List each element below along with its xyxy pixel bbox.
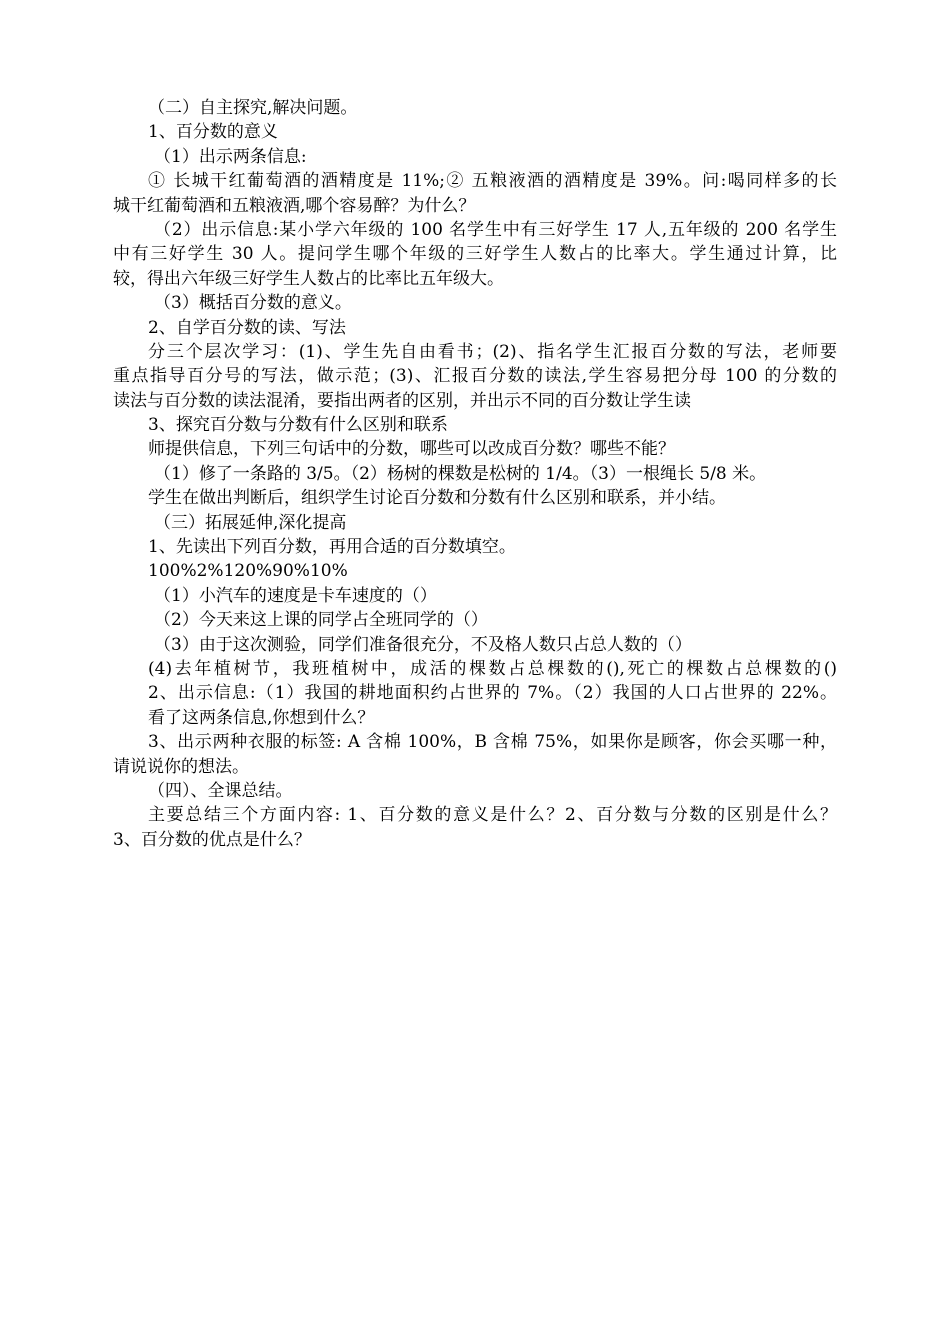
fill-blank-item: （3）由于这次测验，同学们准备很充分，不及格人数只占总人数的（） [154,634,692,655]
percent-list: 100%2%120%90%10% [148,561,348,582]
fill-blank-item: （1）小汽车的速度是卡车速度的（） [154,585,437,606]
paragraph-line: 较，得出六年级三好学生人数占的比率比五年级大。 [113,268,504,289]
section-heading-3: （三）拓展延伸,深化提高 [154,512,347,533]
paragraph-line: 1、先读出下列百分数，再用合适的百分数填空。 [148,537,516,558]
subsection-heading-2: 2、自学百分数的读、写法 [148,317,346,338]
paragraph-line: 重点指导百分号的写法，做示范；(3)、汇报百分数的读法,学生容易把分母 100 的分数的 [113,366,837,387]
fill-blank-item: (4)去年植树节，我班植树中，成活的棵数占总棵数的(),死亡的棵数占总棵数的() [148,658,837,679]
paragraph-line: 3、百分数的优点是什么？ [113,829,311,850]
subsection-heading-1: 1、百分数的意义 [148,122,278,143]
paragraph-line: 请说说你的想法。 [113,756,249,777]
section-heading-4: （四）、全课总结。 [148,780,293,801]
paragraph-line: 中有三好学生 30 人。提问学生哪个年级的三好学生人数占的比率大。学生通过计算，比 [113,244,837,265]
paragraph-line: 读法与百分数的读法混淆，要指出两者的区别，并出示不同的百分数让学生读 [113,390,691,411]
paragraph-line: 城干红葡萄酒和五粮液酒,哪个容易醉？为什么？ [113,195,476,216]
paragraph-line: 主要总结三个方面内容: 1、百分数的意义是什么？2、百分数与分数的区别是什么？ [148,805,837,826]
paragraph-line: （1）修了一条路的 3/5。（2）杨树的棵数是松树的 1/4。（3）一根绳长 5/8 米。 [154,463,767,484]
paragraph-line: 2、出示信息:（1）我国的耕地面积约占世界的 7%。（2）我国的人口占世界的 22%。 [148,683,837,704]
paragraph-line: ① 长城干红葡萄酒的酒精度是 11%;② 五粮液酒的酒精度是 39%。问:喝同样多的长 [148,171,837,192]
document-body [113,96,837,852]
paragraph-line: 看了这两条信息,你想到什么？ [148,707,375,728]
paragraph-line: 学生在做出判断后，组织学生讨论百分数和分数有什么区别和联系，并小结。 [148,488,726,509]
paragraph-line: 3、出示两种衣服的标签: A 含棉 100%，B 含棉 75%，如果你是顾客，你会买哪一种， [148,732,837,753]
fill-blank-item: （2）今天来这上课的同学占全班同学的（） [154,610,488,631]
subsection-heading-3: 3、探究百分数与分数有什么区别和联系 [148,415,448,436]
paragraph-line: （1）出示两条信息: [154,146,307,167]
paragraph-line: 师提供信息，下列三句话中的分数，哪些可以改成百分数？哪些不能？ [148,439,675,460]
paragraph-line: 分三个层次学习：(1)、学生先自由看书；(2)、指名学生汇报百分数的写法，老师要 [148,341,837,362]
section-heading-2: （二）自主探究,解决问题。 [148,98,358,118]
paragraph-line: （3）概括百分数的意义。 [154,293,352,314]
paragraph-line: （2）出示信息:某小学六年级的 100 名学生中有三好学生 17 人,五年级的 200 名学生 [154,219,837,240]
